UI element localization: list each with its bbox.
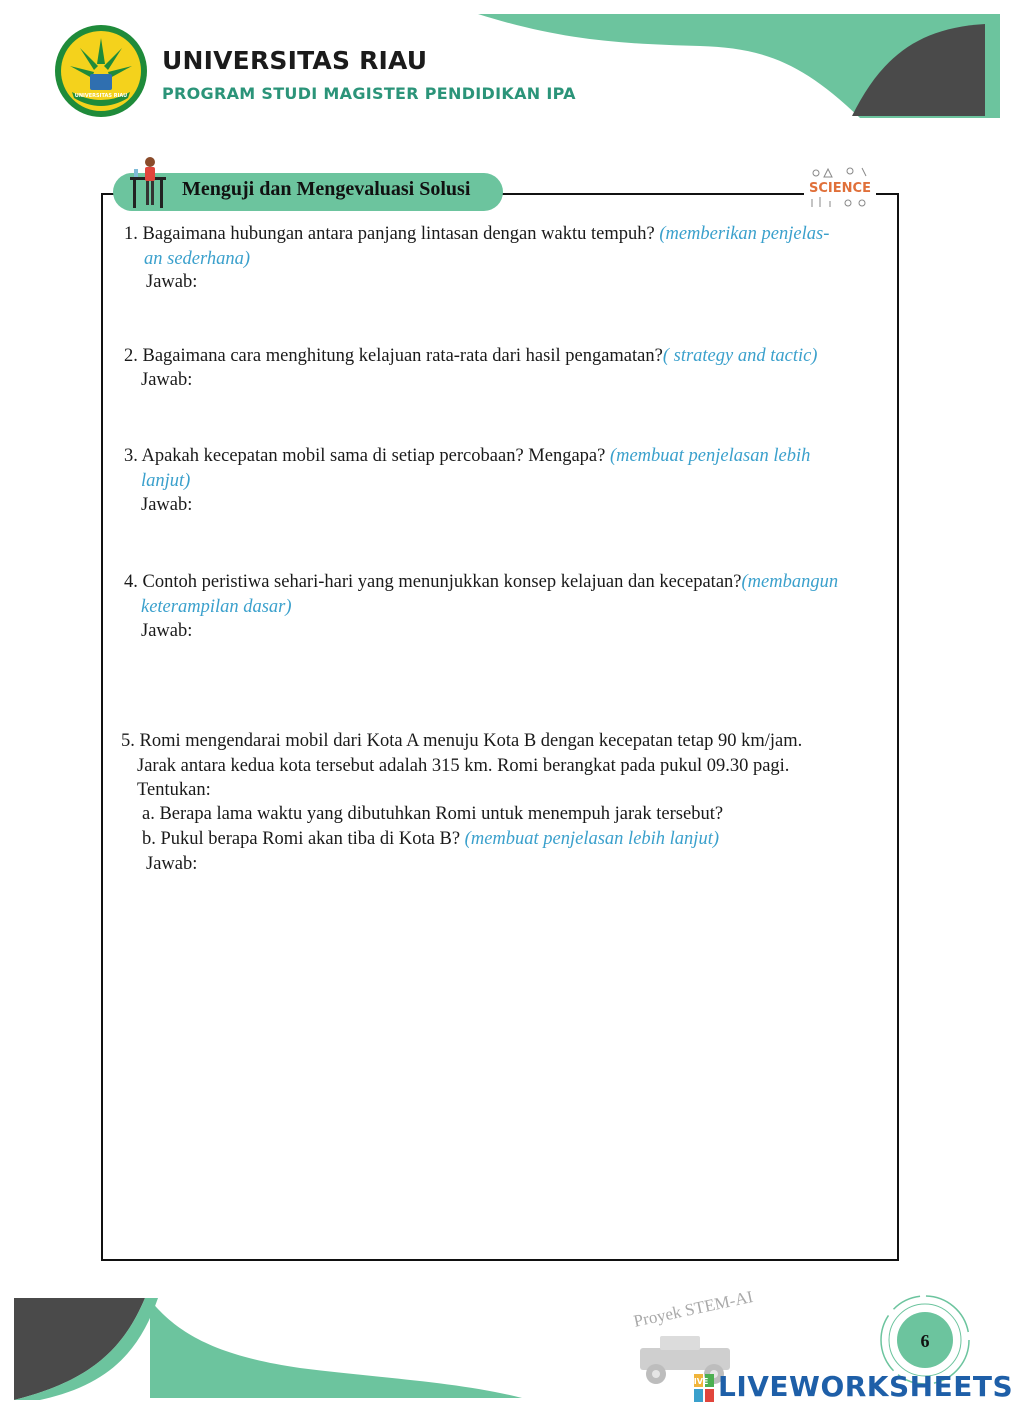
page-number: 6 (920, 1331, 930, 1351)
question-5-sub-b-row (142, 827, 719, 852)
logo-caption: UNIVERSITAS RIAU (74, 93, 128, 99)
question-4 (124, 570, 838, 595)
question-4-hint: (membangun (741, 572, 839, 592)
question-4-text: Contoh peristiwa sehari-hari yang menunjukkan konsep kelajuan dan kecepatan? (142, 572, 742, 592)
program-name: PROGRAM STUDI MAGISTER PENDIDIKAN IPA (162, 84, 576, 103)
question-5-line3: Tentukan: (137, 780, 211, 800)
teacher-icon (128, 155, 170, 209)
science-badge-text: SCIENCE (809, 181, 871, 196)
question-4-answer-label: Jawab: (141, 621, 193, 641)
question-5-answer-label: Jawab: (146, 854, 198, 874)
question-2-text: Bagaimana cara menghitung kelajuan rata-rata dari hasil pengamatan? (142, 346, 663, 366)
question-5-hint: (membuat penjelasan lebih lanjut) (464, 829, 720, 849)
stem-project-label: Proyek STEM-AI (631, 1286, 755, 1331)
question-5-number: 5. (121, 731, 135, 751)
question-3-text: Apakah kecepatan mobil sama di setiap percobaan? Mengapa? (141, 446, 606, 466)
liveworksheets-brand[interactable]: LIVEWORKSHEETS (718, 1370, 1013, 1403)
question-3-number: 3. (124, 446, 138, 466)
question-4-number: 4. (124, 572, 138, 592)
question-5-sub-b: b. Pukul berapa Romi akan tiba di Kota B? (142, 829, 461, 849)
footer-green-wave (150, 1300, 522, 1398)
question-1 (124, 222, 829, 247)
question-4-hint-cont: keterampilan dasar) (141, 597, 292, 617)
question-1-answer-label: Jawab: (146, 272, 198, 292)
section-title: Menguji dan Mengevaluasi Solusi (182, 178, 471, 200)
question-5-line1: Romi mengendarai mobil dari Kota A menuju Kota B dengan kecepatan tetap 90 km/jam. (139, 731, 803, 751)
question-2 (124, 344, 817, 369)
question-5-line2: Jarak antara kedua kota tersebut adalah 315 km. Romi berangkat pada pukul 09.30 pagi. (137, 756, 790, 776)
question-3-answer-label: Jawab: (141, 495, 193, 515)
question-1-hint-cont: an sederhana) (144, 249, 251, 269)
question-1-text: Bagaimana hubungan antara panjang lintasan dengan waktu tempuh? (142, 224, 655, 244)
liveworksheets-badge-text: LIVE (688, 1377, 709, 1386)
question-3-hint-cont: lanjut) (141, 471, 191, 491)
liveworksheets-logo-icon (688, 1374, 714, 1402)
university-name: UNIVERSITAS RIAU (162, 46, 428, 75)
question-2-hint: ( strategy and tactic) (662, 346, 818, 366)
university-logo (54, 24, 148, 118)
question-3-hint: (membuat penjelasan lebih (609, 446, 811, 466)
question-2-answer-label: Jawab: (141, 370, 193, 390)
question-5-sub-a: a. Berapa lama waktu yang dibutuhkan Romi untuk menempuh jarak tersebut? (142, 804, 724, 824)
question-2-number: 2. (124, 346, 138, 366)
science-badge-icon (804, 165, 876, 211)
question-1-hint: (memberikan penjelas- (659, 224, 830, 244)
question-3 (124, 444, 810, 469)
question-5 (121, 729, 802, 754)
question-1-number: 1. (124, 224, 138, 244)
